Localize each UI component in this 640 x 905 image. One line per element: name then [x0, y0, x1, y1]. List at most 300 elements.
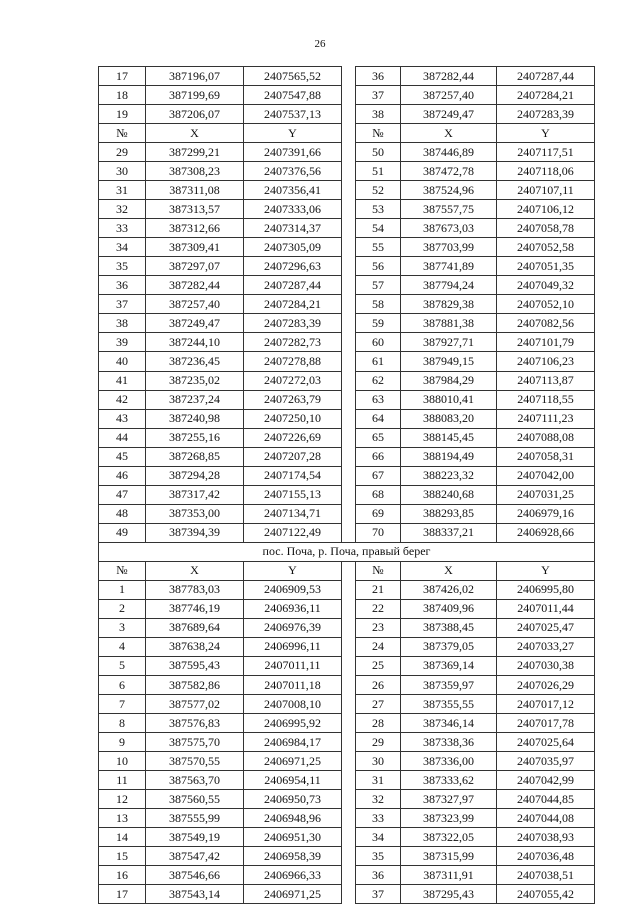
y-coordinate-cell: 2407042,00: [497, 466, 595, 485]
column-header-y: Y: [497, 561, 595, 580]
point-number-cell: 2: [99, 599, 146, 618]
x-coordinate-cell: 387323,99: [401, 809, 497, 828]
point-number-cell: 45: [99, 447, 146, 466]
y-coordinate-cell: 2407113,87: [497, 371, 595, 390]
y-coordinate-cell: 2407042,99: [497, 771, 595, 790]
x-coordinate-cell: 387689,64: [146, 618, 244, 637]
y-coordinate-cell: 2407155,13: [244, 485, 342, 504]
point-number-cell: 36: [99, 276, 146, 295]
y-coordinate-cell: 2407565,52: [244, 67, 342, 86]
point-number-cell: 40: [99, 352, 146, 371]
point-number-cell: 32: [99, 200, 146, 219]
y-coordinate-cell: 2407025,47: [497, 618, 595, 637]
x-coordinate-cell: 387282,44: [401, 67, 497, 86]
page-number: 26: [314, 38, 326, 50]
x-coordinate-cell: 387409,96: [401, 599, 497, 618]
y-coordinate-cell: 2407282,73: [244, 333, 342, 352]
x-coordinate-cell: 387549,19: [146, 828, 244, 847]
column-header-y: Y: [244, 561, 342, 580]
point-number-cell: 55: [356, 238, 401, 257]
y-coordinate-cell: 2406984,17: [244, 733, 342, 752]
y-coordinate-cell: 2407025,64: [497, 733, 595, 752]
column-gap: [342, 847, 356, 866]
y-coordinate-cell: 2407207,28: [244, 447, 342, 466]
x-coordinate-cell: 387379,05: [401, 637, 497, 656]
y-coordinate-cell: 2407226,69: [244, 428, 342, 447]
x-coordinate-cell: 387359,97: [401, 676, 497, 695]
column-header-number: №: [356, 124, 401, 143]
x-coordinate-cell: 388145,45: [401, 428, 497, 447]
column-gap: [342, 485, 356, 504]
point-number-cell: 1: [99, 580, 146, 599]
table-row: [99, 847, 595, 866]
point-number-cell: 37: [99, 295, 146, 314]
column-header-number: №: [99, 124, 146, 143]
point-number-cell: 37: [356, 885, 401, 904]
point-number-cell: 38: [99, 314, 146, 333]
point-number-cell: 60: [356, 333, 401, 352]
point-number-cell: 35: [99, 257, 146, 276]
x-coordinate-cell: 387315,99: [401, 847, 497, 866]
x-coordinate-cell: 387299,21: [146, 143, 244, 162]
y-coordinate-cell: 2407376,56: [244, 162, 342, 181]
point-number-cell: 68: [356, 485, 401, 504]
x-coordinate-cell: 387295,43: [401, 885, 497, 904]
x-coordinate-cell: 387249,47: [146, 314, 244, 333]
y-coordinate-cell: 2407283,39: [244, 314, 342, 333]
x-coordinate-cell: 388010,41: [401, 390, 497, 409]
x-coordinate-cell: 387322,05: [401, 828, 497, 847]
x-coordinate-cell: 387311,91: [401, 866, 497, 885]
x-coordinate-cell: 387881,38: [401, 314, 497, 333]
point-number-cell: 38: [356, 105, 401, 124]
table-row: [99, 390, 595, 409]
point-number-cell: 32: [356, 790, 401, 809]
table-row: [99, 656, 595, 675]
column-header-y: Y: [244, 124, 342, 143]
y-coordinate-cell: 2407333,06: [244, 200, 342, 219]
header-row: [99, 561, 595, 580]
y-coordinate-cell: 2406966,33: [244, 866, 342, 885]
y-coordinate-cell: 2407106,12: [497, 200, 595, 219]
x-coordinate-cell: 387346,14: [401, 714, 497, 733]
column-gap: [342, 124, 356, 143]
column-gap: [342, 390, 356, 409]
y-coordinate-cell: 2407044,85: [497, 790, 595, 809]
y-coordinate-cell: 2407051,35: [497, 257, 595, 276]
point-number-cell: 14: [99, 828, 146, 847]
column-gap: [342, 656, 356, 675]
table-row: [99, 162, 595, 181]
point-number-cell: 59: [356, 314, 401, 333]
x-coordinate-cell: 387446,89: [401, 143, 497, 162]
point-number-cell: 44: [99, 428, 146, 447]
point-number-cell: 64: [356, 409, 401, 428]
y-coordinate-cell: 2407038,93: [497, 828, 595, 847]
y-coordinate-cell: 2407272,03: [244, 371, 342, 390]
x-coordinate-cell: 387257,40: [146, 295, 244, 314]
y-coordinate-cell: 2407044,08: [497, 809, 595, 828]
y-coordinate-cell: 2407101,79: [497, 333, 595, 352]
y-coordinate-cell: 2407008,10: [244, 695, 342, 714]
point-number-cell: 22: [356, 599, 401, 618]
y-coordinate-cell: 2407035,97: [497, 752, 595, 771]
table-row: [99, 714, 595, 733]
point-number-cell: 65: [356, 428, 401, 447]
table-row: [99, 333, 595, 352]
column-gap: [342, 86, 356, 105]
column-gap: [342, 695, 356, 714]
y-coordinate-cell: 2406909,53: [244, 580, 342, 599]
column-gap: [342, 866, 356, 885]
point-number-cell: 31: [356, 771, 401, 790]
column-gap: [342, 447, 356, 466]
column-gap: [342, 162, 356, 181]
header-row: [99, 124, 595, 143]
section-title: пос. Поча, р. Поча, правый берег: [99, 542, 595, 561]
x-coordinate-cell: 387546,66: [146, 866, 244, 885]
point-number-cell: 56: [356, 257, 401, 276]
x-coordinate-cell: 387577,02: [146, 695, 244, 714]
x-coordinate-cell: 387388,45: [401, 618, 497, 637]
table-row: [99, 580, 595, 599]
point-number-cell: 17: [99, 885, 146, 904]
x-coordinate-cell: 387543,14: [146, 885, 244, 904]
column-gap: [342, 466, 356, 485]
column-gap: [342, 409, 356, 428]
y-coordinate-cell: 2407011,44: [497, 599, 595, 618]
x-coordinate-cell: 387309,41: [146, 238, 244, 257]
y-coordinate-cell: 2406950,73: [244, 790, 342, 809]
table-row: [99, 295, 595, 314]
x-coordinate-cell: 388337,21: [401, 523, 497, 542]
point-number-cell: 36: [356, 866, 401, 885]
x-coordinate-cell: 387703,99: [401, 238, 497, 257]
y-coordinate-cell: 2407082,56: [497, 314, 595, 333]
table-row: [99, 828, 595, 847]
point-number-cell: 54: [356, 219, 401, 238]
x-coordinate-cell: 387240,98: [146, 409, 244, 428]
x-coordinate-cell: 387555,99: [146, 809, 244, 828]
x-coordinate-cell: 387338,36: [401, 733, 497, 752]
x-coordinate-cell: 387472,78: [401, 162, 497, 181]
point-number-cell: 30: [99, 162, 146, 181]
y-coordinate-cell: 2407117,51: [497, 143, 595, 162]
point-number-cell: 21: [356, 580, 401, 599]
y-coordinate-cell: 2407250,10: [244, 409, 342, 428]
point-number-cell: 9: [99, 733, 146, 752]
y-coordinate-cell: 2407314,37: [244, 219, 342, 238]
x-coordinate-cell: 387547,42: [146, 847, 244, 866]
x-coordinate-cell: 387255,16: [146, 428, 244, 447]
y-coordinate-cell: 2407033,27: [497, 637, 595, 656]
y-coordinate-cell: 2407287,44: [497, 67, 595, 86]
column-gap: [342, 523, 356, 542]
x-coordinate-cell: 388194,49: [401, 447, 497, 466]
column-gap: [342, 276, 356, 295]
point-number-cell: 5: [99, 656, 146, 675]
x-coordinate-cell: 387236,45: [146, 352, 244, 371]
table-row: [99, 67, 595, 86]
column-gap: [342, 618, 356, 637]
point-number-cell: 25: [356, 656, 401, 675]
table-row: [99, 695, 595, 714]
point-number-cell: 28: [356, 714, 401, 733]
column-header-x: X: [146, 124, 244, 143]
point-number-cell: 52: [356, 181, 401, 200]
y-coordinate-cell: 2407017,78: [497, 714, 595, 733]
table-row: [99, 276, 595, 295]
table-row: [99, 790, 595, 809]
y-coordinate-cell: 2407118,55: [497, 390, 595, 409]
x-coordinate-cell: 387312,66: [146, 219, 244, 238]
point-number-cell: 48: [99, 504, 146, 523]
x-coordinate-cell: 387673,03: [401, 219, 497, 238]
column-gap: [342, 257, 356, 276]
y-coordinate-cell: 2407263,79: [244, 390, 342, 409]
table-row: [99, 371, 595, 390]
y-coordinate-cell: 2406995,80: [497, 580, 595, 599]
table-row: [99, 599, 595, 618]
point-number-cell: 7: [99, 695, 146, 714]
y-coordinate-cell: 2407011,11: [244, 656, 342, 675]
y-coordinate-cell: 2406958,39: [244, 847, 342, 866]
y-coordinate-cell: 2407111,23: [497, 409, 595, 428]
table-row: [99, 86, 595, 105]
point-number-cell: 43: [99, 409, 146, 428]
point-number-cell: 37: [356, 86, 401, 105]
x-coordinate-cell: 387355,55: [401, 695, 497, 714]
x-coordinate-cell: 387741,89: [401, 257, 497, 276]
x-coordinate-cell: 387327,97: [401, 790, 497, 809]
x-coordinate-cell: 387244,10: [146, 333, 244, 352]
column-gap: [342, 352, 356, 371]
y-coordinate-cell: 2406995,92: [244, 714, 342, 733]
point-number-cell: 42: [99, 390, 146, 409]
x-coordinate-cell: 387237,24: [146, 390, 244, 409]
y-coordinate-cell: 2407049,32: [497, 276, 595, 295]
table-row: [99, 219, 595, 238]
y-coordinate-cell: 2406951,30: [244, 828, 342, 847]
point-number-cell: 11: [99, 771, 146, 790]
column-gap: [342, 676, 356, 695]
table-row: [99, 485, 595, 504]
y-coordinate-cell: 2407026,29: [497, 676, 595, 695]
x-coordinate-cell: 387582,86: [146, 676, 244, 695]
column-gap: [342, 314, 356, 333]
table-row: [99, 181, 595, 200]
x-coordinate-cell: 387353,00: [146, 504, 244, 523]
x-coordinate-cell: 387927,71: [401, 333, 497, 352]
point-number-cell: 39: [99, 333, 146, 352]
x-coordinate-cell: 387282,44: [146, 276, 244, 295]
y-coordinate-cell: 2407305,09: [244, 238, 342, 257]
column-gap: [342, 219, 356, 238]
point-number-cell: 29: [356, 733, 401, 752]
x-coordinate-cell: 387196,07: [146, 67, 244, 86]
x-coordinate-cell: 387575,70: [146, 733, 244, 752]
section-row: [99, 542, 595, 561]
point-number-cell: 26: [356, 676, 401, 695]
x-coordinate-cell: 387333,62: [401, 771, 497, 790]
point-number-cell: 63: [356, 390, 401, 409]
x-coordinate-cell: 387336,00: [401, 752, 497, 771]
table-row: [99, 733, 595, 752]
column-gap: [342, 790, 356, 809]
column-header-number: №: [99, 561, 146, 580]
table-row: [99, 409, 595, 428]
y-coordinate-cell: 2407391,66: [244, 143, 342, 162]
column-gap: [342, 561, 356, 580]
y-coordinate-cell: 2406971,25: [244, 885, 342, 904]
x-coordinate-cell: 388223,32: [401, 466, 497, 485]
x-coordinate-cell: 387257,40: [401, 86, 497, 105]
y-coordinate-cell: 2407122,49: [244, 523, 342, 542]
column-gap: [342, 771, 356, 790]
x-coordinate-cell: 387394,39: [146, 523, 244, 542]
table-row: [99, 314, 595, 333]
column-gap: [342, 580, 356, 599]
x-coordinate-cell: 387524,96: [401, 181, 497, 200]
y-coordinate-cell: 2407030,38: [497, 656, 595, 675]
x-coordinate-cell: 387235,02: [146, 371, 244, 390]
column-gap: [342, 809, 356, 828]
y-coordinate-cell: 2407284,21: [497, 86, 595, 105]
x-coordinate-cell: 387570,55: [146, 752, 244, 771]
y-coordinate-cell: 2407011,18: [244, 676, 342, 695]
column-header-x: X: [401, 561, 497, 580]
point-number-cell: 30: [356, 752, 401, 771]
point-number-cell: 47: [99, 485, 146, 504]
column-gap: [342, 637, 356, 656]
point-number-cell: 17: [99, 67, 146, 86]
point-number-cell: 8: [99, 714, 146, 733]
point-number-cell: 23: [356, 618, 401, 637]
x-coordinate-cell: 387576,83: [146, 714, 244, 733]
table-row: [99, 523, 595, 542]
point-number-cell: 6: [99, 676, 146, 695]
y-coordinate-cell: 2407278,88: [244, 352, 342, 371]
column-header-x: X: [401, 124, 497, 143]
column-gap: [342, 200, 356, 219]
column-gap: [342, 714, 356, 733]
x-coordinate-cell: 387268,85: [146, 447, 244, 466]
point-number-cell: 16: [99, 866, 146, 885]
y-coordinate-cell: 2406976,39: [244, 618, 342, 637]
x-coordinate-cell: 387783,03: [146, 580, 244, 599]
x-coordinate-cell: 388083,20: [401, 409, 497, 428]
point-number-cell: 27: [356, 695, 401, 714]
column-gap: [342, 828, 356, 847]
column-gap: [342, 428, 356, 447]
point-number-cell: 12: [99, 790, 146, 809]
y-coordinate-cell: 2407055,42: [497, 885, 595, 904]
table-row: [99, 676, 595, 695]
x-coordinate-cell: 388240,68: [401, 485, 497, 504]
point-number-cell: 19: [99, 105, 146, 124]
point-number-cell: 35: [356, 847, 401, 866]
y-coordinate-cell: 2407547,88: [244, 86, 342, 105]
y-coordinate-cell: 2406979,16: [497, 504, 595, 523]
table-row: [99, 257, 595, 276]
x-coordinate-cell: 387294,28: [146, 466, 244, 485]
point-number-cell: 10: [99, 752, 146, 771]
point-number-cell: 51: [356, 162, 401, 181]
point-number-cell: 24: [356, 637, 401, 656]
point-number-cell: 34: [99, 238, 146, 257]
column-gap: [342, 752, 356, 771]
table-row: [99, 352, 595, 371]
y-coordinate-cell: 2407107,11: [497, 181, 595, 200]
point-number-cell: 36: [356, 67, 401, 86]
point-number-cell: 58: [356, 295, 401, 314]
x-coordinate-cell: 388293,85: [401, 504, 497, 523]
table-row: [99, 752, 595, 771]
y-coordinate-cell: 2407356,41: [244, 181, 342, 200]
column-gap: [342, 105, 356, 124]
y-coordinate-cell: 2407052,10: [497, 295, 595, 314]
table-row: [99, 809, 595, 828]
y-coordinate-cell: 2407118,06: [497, 162, 595, 181]
table-row: [99, 885, 595, 904]
y-coordinate-cell: 2407058,78: [497, 219, 595, 238]
x-coordinate-cell: 387311,08: [146, 181, 244, 200]
y-coordinate-cell: 2406936,11: [244, 599, 342, 618]
y-coordinate-cell: 2407174,54: [244, 466, 342, 485]
point-number-cell: 50: [356, 143, 401, 162]
y-coordinate-cell: 2407106,23: [497, 352, 595, 371]
x-coordinate-cell: 387563,70: [146, 771, 244, 790]
x-coordinate-cell: 387949,15: [401, 352, 497, 371]
point-number-cell: 66: [356, 447, 401, 466]
x-coordinate-cell: 387297,07: [146, 257, 244, 276]
x-coordinate-cell: 387199,69: [146, 86, 244, 105]
table-row: [99, 618, 595, 637]
table-row: [99, 466, 595, 485]
x-coordinate-cell: 387560,55: [146, 790, 244, 809]
column-gap: [342, 181, 356, 200]
point-number-cell: 33: [99, 219, 146, 238]
y-coordinate-cell: 2407036,48: [497, 847, 595, 866]
x-coordinate-cell: 387746,19: [146, 599, 244, 618]
point-number-cell: 57: [356, 276, 401, 295]
point-number-cell: 46: [99, 466, 146, 485]
x-coordinate-cell: 387595,43: [146, 656, 244, 675]
x-coordinate-cell: 387369,14: [401, 656, 497, 675]
column-gap: [342, 295, 356, 314]
point-number-cell: 61: [356, 352, 401, 371]
column-gap: [342, 504, 356, 523]
point-number-cell: 69: [356, 504, 401, 523]
point-number-cell: 67: [356, 466, 401, 485]
y-coordinate-cell: 2407134,71: [244, 504, 342, 523]
point-number-cell: 33: [356, 809, 401, 828]
point-number-cell: 3: [99, 618, 146, 637]
table-row: [99, 143, 595, 162]
point-number-cell: 41: [99, 371, 146, 390]
y-coordinate-cell: 2406954,11: [244, 771, 342, 790]
point-number-cell: 49: [99, 523, 146, 542]
x-coordinate-cell: 387317,42: [146, 485, 244, 504]
x-coordinate-cell: 387638,24: [146, 637, 244, 656]
point-number-cell: 15: [99, 847, 146, 866]
x-coordinate-cell: 387829,38: [401, 295, 497, 314]
x-coordinate-cell: 387206,07: [146, 105, 244, 124]
column-header-x: X: [146, 561, 244, 580]
table-row: [99, 200, 595, 219]
table-row: [99, 637, 595, 656]
point-number-cell: 53: [356, 200, 401, 219]
